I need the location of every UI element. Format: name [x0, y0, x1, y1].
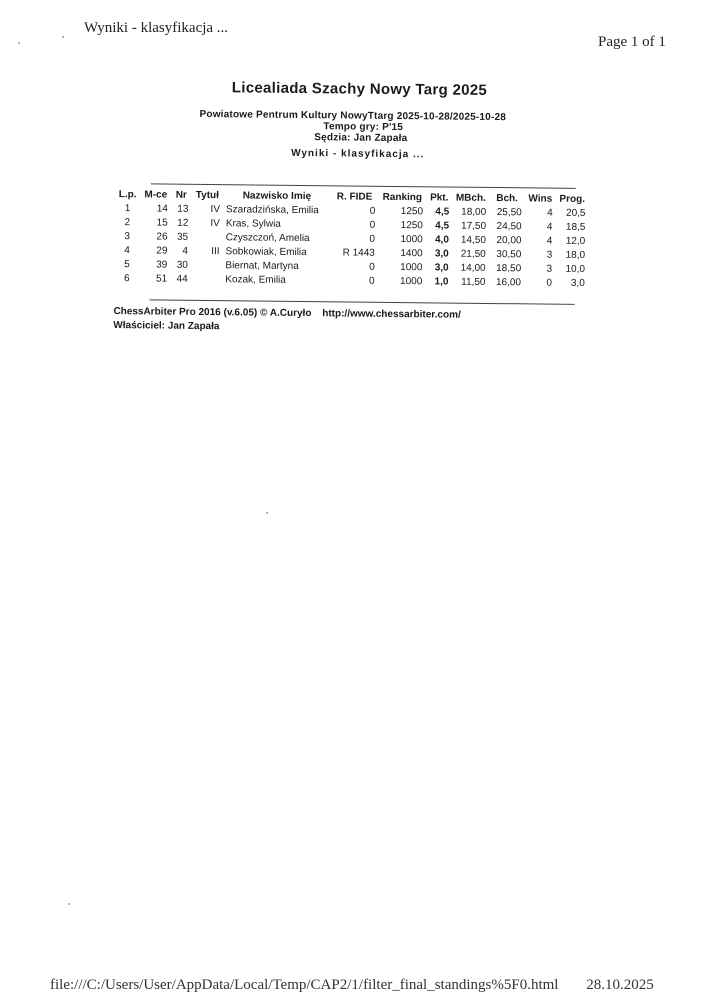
- cell-tytul: [191, 258, 223, 272]
- cell-fide: 0: [369, 261, 375, 273]
- standings-table: [114, 188, 589, 290]
- col-header-fide: R. FIDE: [336, 191, 373, 203]
- cell-mbch: 11,50: [461, 276, 486, 288]
- cell-name: Kras, Sylwia: [225, 217, 281, 230]
- cell-name: Czyszczoń, Amelia: [225, 231, 310, 244]
- cell-wins: 0: [546, 277, 552, 289]
- scan-speck: [62, 36, 64, 38]
- cell-points: 3,0: [434, 261, 449, 274]
- cell-ranking: 1250: [400, 205, 424, 217]
- cell-bch: 25,50: [496, 206, 522, 218]
- cell-lp: 6: [123, 272, 130, 284]
- cell-mce: 51: [155, 272, 168, 285]
- cell-name: Biernat, Martyna: [225, 259, 299, 272]
- cell-name: Sobkowiak, Emilia: [225, 245, 307, 258]
- cell-prog: 3,0: [570, 277, 585, 289]
- cell-nr: 35: [176, 231, 189, 243]
- results-document: [110, 70, 590, 333]
- cell-ranking: 1400: [400, 247, 423, 259]
- cell-nr: 12: [177, 217, 189, 229]
- cell-fide: 0: [368, 275, 375, 287]
- cell-nr: 44: [176, 273, 188, 285]
- cell-nr: 4: [182, 245, 189, 257]
- scan-speck: [18, 42, 20, 44]
- cell-mbch: 14,50: [460, 234, 486, 246]
- cell-bch: 24,50: [496, 220, 522, 232]
- cell-prog: 18,0: [565, 249, 586, 261]
- cell-lp: 3: [124, 230, 131, 242]
- cell-prog: 18,5: [565, 221, 586, 233]
- cell-nr: 13: [177, 203, 189, 215]
- event-venue-dates: Powiatowe Pentrum Kultury NowyTtarg 2025-10-28/2025-10-28: [199, 108, 507, 124]
- cell-bch: 30,50: [496, 248, 522, 260]
- col-header-mce: M-ce: [144, 189, 168, 201]
- print-footer-path: file:///C:/Users/User/AppData/Local/Temp/CAP2/1/filter_final_standings%5F0.html: [50, 977, 559, 993]
- col-header-ranking: Ranking: [382, 191, 423, 204]
- cell-wins: 4: [546, 235, 553, 247]
- tempo-line: Tempo gry: P'15: [323, 121, 404, 134]
- judge-line: Sędzia: Jan Zapała: [314, 132, 408, 145]
- cell-mbch: 14,00: [460, 262, 486, 274]
- cell-lp: 2: [124, 216, 131, 228]
- cell-mce: 15: [156, 216, 168, 229]
- cell-ranking: 1000: [400, 261, 423, 273]
- cell-name: Kozak, Emilia: [225, 273, 286, 286]
- cell-bch: 18,50: [496, 262, 522, 274]
- top-divider: [151, 183, 576, 188]
- col-header-points: Pkt.: [430, 192, 449, 204]
- col-header-name: Nazwisko Imię: [242, 190, 312, 203]
- cell-tytul: [191, 272, 223, 286]
- cell-wins: 3: [546, 249, 553, 261]
- cell-points: 4,5: [435, 205, 450, 218]
- cell-wins: 4: [547, 207, 553, 219]
- tournament-title: Licealiada Szachy Nowy Targ 2025: [231, 79, 488, 99]
- software-name: ChessArbiter Pro 2016 (v.6.05) © A.Curyło: [113, 306, 312, 320]
- cell-tytul: IV: [210, 203, 221, 215]
- cell-tytul: [191, 230, 223, 244]
- cell-mce: 29: [156, 244, 168, 257]
- cell-points: 3,0: [434, 247, 449, 260]
- print-footer: [50, 977, 690, 994]
- owner-line: Właściciel: Jan Zapała: [113, 320, 220, 333]
- cell-lp: 1: [124, 202, 131, 214]
- cell-mce: 14: [156, 202, 168, 215]
- cell-bch: 16,00: [495, 276, 522, 288]
- cell-fide: R 1443: [342, 246, 375, 259]
- cell-tytul: III: [211, 245, 220, 257]
- cell-mce: 26: [156, 230, 168, 243]
- col-header-prog: Prog.: [559, 193, 586, 205]
- scan-speck: [68, 903, 70, 905]
- cell-points: 4,0: [434, 233, 449, 246]
- cell-fide: 0: [369, 219, 376, 231]
- cell-fide: 0: [369, 233, 376, 245]
- print-footer-date: 28.10.2025: [586, 977, 654, 993]
- col-header-bch: Bch.: [496, 193, 519, 205]
- software-link[interactable]: http://www.chessarbiter.com/: [322, 308, 461, 321]
- cell-lp: 4: [124, 244, 130, 256]
- page-number: Page 1 of 1: [598, 34, 666, 50]
- cell-prog: 10,0: [565, 263, 585, 275]
- cell-prog: 12,0: [565, 235, 586, 247]
- col-header-nr: Nr: [175, 189, 187, 201]
- cell-wins: 3: [546, 263, 553, 275]
- cell-mbch: 17,50: [460, 220, 487, 232]
- cell-mbch: 21,50: [460, 248, 486, 260]
- cell-mbch: 18,00: [461, 206, 487, 218]
- scan-speck: [266, 512, 268, 514]
- cell-ranking: 1000: [400, 233, 423, 245]
- col-header-wins: Wins: [528, 193, 553, 205]
- col-header-mbch: MBch.: [455, 192, 486, 204]
- cell-mce: 39: [156, 258, 168, 271]
- cell-tytul: IV: [210, 217, 220, 229]
- cell-fide: 0: [369, 205, 376, 217]
- cell-lp: 5: [124, 258, 130, 270]
- cell-wins: 4: [546, 221, 553, 233]
- col-header-lp: L.p.: [118, 189, 137, 201]
- cell-nr: 30: [176, 259, 188, 271]
- col-header-tytul: Tytuł: [195, 189, 220, 202]
- section-title: Wyniki - klasyfikacja ...: [291, 147, 425, 161]
- cell-ranking: 1250: [400, 219, 423, 231]
- cell-prog: 20,5: [566, 207, 586, 219]
- print-header-title: Wyniki - klasyfikacja ...: [84, 20, 229, 36]
- software-credit: [113, 306, 460, 321]
- cell-bch: 20,00: [496, 234, 522, 246]
- cell-points: 4,5: [435, 219, 450, 232]
- bottom-divider: [150, 299, 575, 304]
- cell-points: 1,0: [434, 275, 449, 288]
- cell-name: Szaradzińska, Emilia: [225, 203, 319, 216]
- cell-ranking: 1000: [400, 275, 423, 287]
